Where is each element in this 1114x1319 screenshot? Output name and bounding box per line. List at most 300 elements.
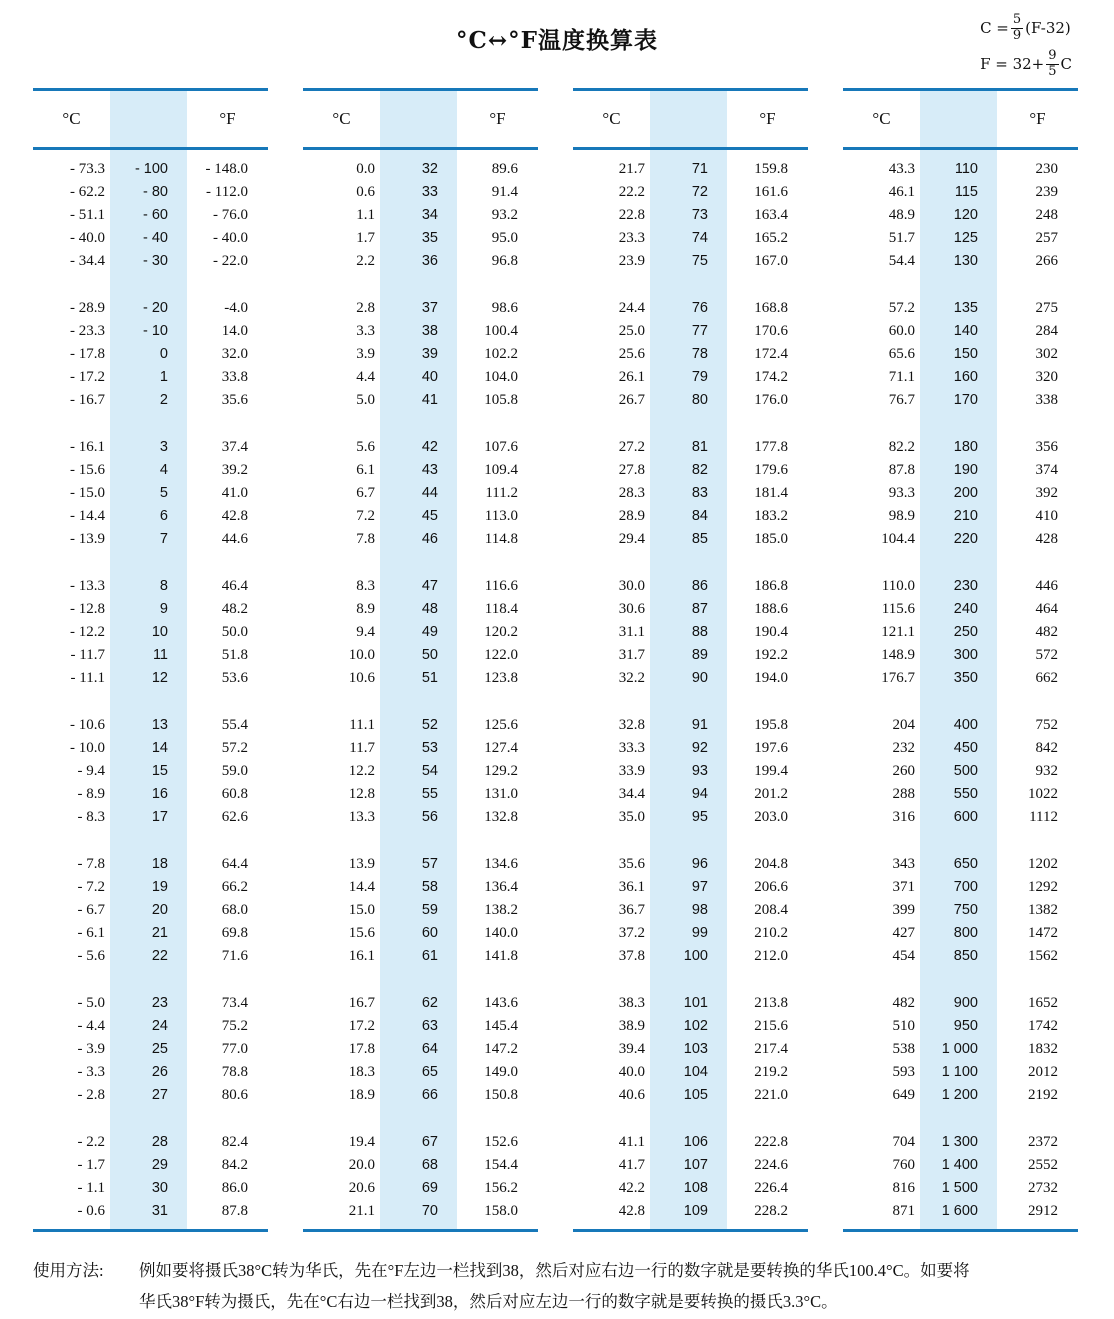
- base-value-cell: 1 600: [941, 1203, 978, 1219]
- celsius-cell: - 16.1: [70, 439, 105, 455]
- table-row: [843, 899, 1078, 922]
- fraction-numerator: 9: [1048, 48, 1057, 64]
- table-row: [33, 181, 268, 204]
- table-row: [303, 181, 538, 204]
- celsius-cell: 0.0: [356, 161, 375, 177]
- celsius-cell: 510: [892, 1018, 915, 1034]
- celsius-cell: - 3.3: [77, 1064, 105, 1080]
- celsius-cell: 29.4: [618, 531, 645, 547]
- fahrenheit-cell: 1022: [1028, 786, 1058, 802]
- table-row: [573, 459, 808, 482]
- celsius-cell: - 17.2: [70, 369, 105, 385]
- formula-lhs: F = 32+: [980, 55, 1045, 73]
- base-value-cell: 78: [691, 346, 708, 362]
- fahrenheit-cell: 1832: [1028, 1041, 1058, 1057]
- table-row: [303, 922, 538, 945]
- table-row: [843, 482, 1078, 505]
- table-row: [303, 1131, 538, 1154]
- fahrenheit-cell: 213.8: [754, 995, 788, 1011]
- base-value-cell: 103: [683, 1041, 708, 1057]
- formula-f-from-c: [980, 46, 1072, 82]
- table-group-1: [33, 88, 268, 1232]
- table-row: [33, 227, 268, 250]
- fahrenheit-cell: 174.2: [754, 369, 788, 385]
- fahrenheit-cell: 284: [1035, 323, 1058, 339]
- base-value-cell: - 60: [143, 207, 168, 223]
- fahrenheit-cell: 1562: [1028, 948, 1058, 964]
- celsius-cell: 16.7: [348, 995, 375, 1011]
- celsius-cell: 28.9: [618, 508, 645, 524]
- base-value-cell: 8: [159, 578, 168, 594]
- celsius-cell: 19.4: [348, 1134, 375, 1150]
- fahrenheit-cell: 145.4: [484, 1018, 518, 1034]
- celsius-cell: - 73.3: [70, 161, 105, 177]
- base-value-cell: 55: [421, 786, 438, 802]
- celsius-cell: 22.2: [618, 184, 645, 200]
- group-rows: [33, 150, 268, 1229]
- base-value-cell: 65: [421, 1064, 438, 1080]
- fahrenheit-cell: 181.4: [754, 485, 788, 501]
- fahrenheit-cell: 257: [1035, 230, 1058, 246]
- base-value-cell: 43: [421, 462, 438, 478]
- celsius-cell: - 1.7: [77, 1157, 105, 1173]
- group-header: [573, 91, 808, 147]
- fahrenheit-cell: 77.0: [221, 1041, 248, 1057]
- celsius-cell: 5.0: [356, 392, 375, 408]
- base-value-cell: 9: [159, 601, 168, 617]
- fahrenheit-cell: 100.4: [484, 323, 518, 339]
- fahrenheit-cell: 1112: [1029, 809, 1058, 825]
- fahrenheit-cell: 116.6: [484, 578, 518, 594]
- fahrenheit-cell: 1652: [1028, 995, 1058, 1011]
- celsius-cell: 60.0: [888, 323, 915, 339]
- fahrenheit-cell: 152.6: [484, 1134, 518, 1150]
- celsius-cell: 6.1: [356, 462, 375, 478]
- fahrenheit-cell: 374: [1035, 462, 1058, 478]
- celsius-cell: 104.4: [881, 531, 915, 547]
- celsius-cell: 288: [892, 786, 915, 802]
- fahrenheit-cell: 35.6: [221, 392, 248, 408]
- table-row: [33, 505, 268, 528]
- table-row: [303, 1154, 538, 1177]
- table-group-3: [573, 88, 808, 1232]
- base-value-cell: 106: [683, 1134, 708, 1150]
- row-block: [33, 853, 268, 968]
- celsius-cell: 399: [892, 902, 915, 918]
- fahrenheit-cell: 932: [1035, 763, 1058, 779]
- celsius-cell: 36.7: [618, 902, 645, 918]
- celsius-cell: 57.2: [888, 300, 915, 316]
- table-row: [843, 1061, 1078, 1084]
- celsius-cell: 13.3: [348, 809, 375, 825]
- base-value-cell: 80: [691, 392, 708, 408]
- group-rows: [843, 150, 1078, 1229]
- fahrenheit-cell: 118.4: [484, 601, 518, 617]
- base-value-cell: 69: [421, 1180, 438, 1196]
- celsius-cell: 760: [892, 1157, 915, 1173]
- table-row: [573, 1200, 808, 1223]
- base-value-cell: - 100: [134, 161, 168, 177]
- row-block: [843, 714, 1078, 829]
- table-row: [573, 1154, 808, 1177]
- base-value-cell: 84: [691, 508, 708, 524]
- group-header: [843, 91, 1078, 147]
- celsius-cell: 2.8: [356, 300, 375, 316]
- table-row: [843, 505, 1078, 528]
- usage-note: [0, 1255, 1114, 1317]
- celsius-cell: 18.3: [348, 1064, 375, 1080]
- table-row: [573, 297, 808, 320]
- fahrenheit-cell: 122.0: [484, 647, 518, 663]
- fahrenheit-cell: 42.8: [221, 508, 248, 524]
- base-value-cell: 30: [151, 1180, 168, 1196]
- base-value-cell: 4: [159, 462, 168, 478]
- table-row: [843, 436, 1078, 459]
- base-value-cell: 48: [421, 601, 438, 617]
- row-block: [33, 436, 268, 551]
- row-block: [303, 297, 538, 412]
- table-row: [843, 945, 1078, 968]
- fahrenheit-cell: 302: [1035, 346, 1058, 362]
- fahrenheit-cell: -4.0: [224, 300, 248, 316]
- base-value-cell: 109: [683, 1203, 708, 1219]
- base-value-cell: 102: [683, 1018, 708, 1034]
- fahrenheit-cell: 127.4: [484, 740, 518, 756]
- base-value-cell: 1 500: [941, 1180, 978, 1196]
- celsius-cell: 649: [892, 1087, 915, 1103]
- table-row: [33, 760, 268, 783]
- table-row: [573, 945, 808, 968]
- fahrenheit-cell: 219.2: [754, 1064, 788, 1080]
- celsius-cell: - 8.9: [77, 786, 105, 802]
- table-row: [843, 320, 1078, 343]
- table-row: [843, 783, 1078, 806]
- base-value-cell: 900: [953, 995, 978, 1011]
- celsius-cell: 98.9: [888, 508, 915, 524]
- fahrenheit-cell: 224.6: [754, 1157, 788, 1173]
- page-title: °C↔°F温度换算表: [456, 27, 658, 54]
- fahrenheit-cell: 320: [1035, 369, 1058, 385]
- celsius-cell: 33.9: [618, 763, 645, 779]
- fahrenheit-cell: 356: [1035, 439, 1058, 455]
- row-block: [303, 1131, 538, 1223]
- celsius-cell: 8.3: [356, 578, 375, 594]
- fahrenheit-header: °F: [1029, 109, 1046, 128]
- base-value-cell: - 80: [143, 184, 168, 200]
- table-row: [843, 644, 1078, 667]
- celsius-cell: 37.8: [618, 948, 645, 964]
- table-row: [303, 1084, 538, 1107]
- base-value-cell: - 20: [143, 300, 168, 316]
- fahrenheit-cell: 158.0: [484, 1203, 518, 1219]
- fahrenheit-cell: 140.0: [484, 925, 518, 941]
- celsius-cell: 46.1: [888, 184, 915, 200]
- celsius-cell: 28.3: [618, 485, 645, 501]
- fahrenheit-cell: 80.6: [221, 1087, 248, 1103]
- fahrenheit-cell: 185.0: [754, 531, 788, 547]
- fahrenheit-cell: 177.8: [754, 439, 788, 455]
- celsius-cell: - 9.4: [77, 763, 105, 779]
- base-value-cell: 79: [691, 369, 708, 385]
- table-row: [303, 992, 538, 1015]
- fahrenheit-cell: - 22.0: [213, 253, 248, 269]
- base-value-cell: 47: [421, 578, 438, 594]
- table-row: [303, 343, 538, 366]
- base-value-cell: 76: [691, 300, 708, 316]
- table-row: [33, 853, 268, 876]
- table-row: [303, 320, 538, 343]
- celsius-cell: - 12.8: [70, 601, 105, 617]
- celsius-cell: 204: [892, 717, 915, 733]
- fahrenheit-cell: 37.4: [221, 439, 248, 455]
- bottom-rule: [33, 1229, 268, 1232]
- table-row: [303, 459, 538, 482]
- table-row: [303, 366, 538, 389]
- fahrenheit-cell: 194.0: [754, 670, 788, 686]
- table-row: [843, 876, 1078, 899]
- table-row: [33, 528, 268, 551]
- fahrenheit-cell: 78.8: [221, 1064, 248, 1080]
- celsius-cell: - 6.7: [77, 902, 105, 918]
- base-value-cell: 1 400: [941, 1157, 978, 1173]
- fahrenheit-cell: 68.0: [221, 902, 248, 918]
- table-row: [573, 853, 808, 876]
- base-value-cell: 49: [421, 624, 438, 640]
- base-value-cell: 73: [691, 207, 708, 223]
- row-block: [843, 575, 1078, 690]
- celsius-cell: 316: [892, 809, 915, 825]
- fahrenheit-cell: 1472: [1028, 925, 1058, 941]
- fahrenheit-cell: 192.2: [754, 647, 788, 663]
- fahrenheit-cell: 105.8: [484, 392, 518, 408]
- fahrenheit-cell: 2732: [1028, 1180, 1058, 1196]
- base-value-cell: 81: [691, 439, 708, 455]
- base-value-cell: 59: [421, 902, 438, 918]
- table-row: [33, 297, 268, 320]
- table-row: [843, 621, 1078, 644]
- usage-text: [139, 1255, 1084, 1317]
- fahrenheit-cell: 53.6: [221, 670, 248, 686]
- celsius-cell: 232: [892, 740, 915, 756]
- row-block: [843, 436, 1078, 551]
- table-row: [33, 992, 268, 1015]
- fahrenheit-cell: 93.2: [491, 207, 518, 223]
- base-value-cell: 500: [953, 763, 978, 779]
- celsius-cell: 33.3: [618, 740, 645, 756]
- celsius-cell: 35.0: [618, 809, 645, 825]
- table-row: [573, 644, 808, 667]
- celsius-cell: - 6.1: [77, 925, 105, 941]
- table-row: [33, 737, 268, 760]
- fahrenheit-cell: 2012: [1028, 1064, 1058, 1080]
- base-value-cell: 190: [953, 462, 978, 478]
- table-row: [573, 366, 808, 389]
- base-value-cell: 29: [151, 1157, 168, 1173]
- table-row: [33, 1154, 268, 1177]
- table-row: [303, 899, 538, 922]
- celsius-cell: 343: [892, 856, 915, 872]
- celsius-cell: - 23.3: [70, 323, 105, 339]
- base-value-cell: 107: [683, 1157, 708, 1173]
- celsius-cell: 2.2: [356, 253, 375, 269]
- table-row: [33, 389, 268, 412]
- table-row: [33, 1084, 268, 1107]
- row-block: [303, 575, 538, 690]
- table-row: [33, 436, 268, 459]
- fahrenheit-cell: 129.2: [484, 763, 518, 779]
- celsius-cell: 538: [892, 1041, 915, 1057]
- celsius-cell: - 17.8: [70, 346, 105, 362]
- table-row: [33, 806, 268, 829]
- fahrenheit-cell: 275: [1035, 300, 1058, 316]
- fahrenheit-cell: 73.4: [221, 995, 248, 1011]
- base-value-cell: 550: [953, 786, 978, 802]
- fahrenheit-cell: 222.8: [754, 1134, 788, 1150]
- table-row: [843, 1131, 1078, 1154]
- fahrenheit-cell: 212.0: [754, 948, 788, 964]
- table-row: [303, 1177, 538, 1200]
- celsius-cell: - 4.4: [77, 1018, 105, 1034]
- base-value-cell: 130: [953, 253, 978, 269]
- base-value-cell: 300: [953, 647, 978, 663]
- base-value-cell: 220: [953, 531, 978, 547]
- row-block: [573, 575, 808, 690]
- base-value-cell: 108: [683, 1180, 708, 1196]
- base-value-cell: 105: [683, 1087, 708, 1103]
- table-row: [573, 204, 808, 227]
- base-value-cell: 11: [152, 647, 168, 663]
- table-row: [573, 1061, 808, 1084]
- fahrenheit-cell: - 148.0: [205, 161, 248, 177]
- base-value-cell: 89: [691, 647, 708, 663]
- fraction-denominator: 9: [1012, 27, 1022, 43]
- base-value-cell: 5: [159, 485, 168, 501]
- celsius-cell: 23.3: [618, 230, 645, 246]
- base-value-cell: 240: [953, 601, 978, 617]
- fraction: [1046, 49, 1058, 79]
- table-row: [33, 783, 268, 806]
- base-value-cell: 950: [953, 1018, 978, 1034]
- fahrenheit-cell: 203.0: [754, 809, 788, 825]
- base-value-cell: 135: [953, 300, 978, 316]
- celsius-cell: - 7.2: [77, 879, 105, 895]
- row-block: [573, 714, 808, 829]
- celsius-cell: 34.4: [618, 786, 645, 802]
- celsius-cell: 30.6: [618, 601, 645, 617]
- row-block: [573, 992, 808, 1107]
- celsius-cell: 87.8: [888, 462, 915, 478]
- fahrenheit-cell: 428: [1035, 531, 1058, 547]
- table-row: [303, 297, 538, 320]
- table-row: [573, 783, 808, 806]
- fahrenheit-cell: 138.2: [484, 902, 518, 918]
- base-value-cell: 56: [421, 809, 438, 825]
- base-value-cell: 70: [421, 1203, 438, 1219]
- table-row: [573, 899, 808, 922]
- fahrenheit-cell: 33.8: [221, 369, 248, 385]
- celsius-cell: 8.9: [356, 601, 375, 617]
- fraction: [1011, 13, 1023, 43]
- base-value-cell: 400: [953, 717, 978, 733]
- base-value-cell: - 30: [143, 253, 168, 269]
- formula-rhs: C: [1060, 55, 1072, 73]
- table-row: [843, 1154, 1078, 1177]
- base-value-cell: 250: [953, 624, 978, 640]
- fahrenheit-cell: 156.2: [484, 1180, 518, 1196]
- base-value-cell: - 10: [143, 323, 168, 339]
- table-row: [843, 1038, 1078, 1061]
- base-value-cell: 86: [691, 578, 708, 594]
- fahrenheit-cell: 186.8: [754, 578, 788, 594]
- fahrenheit-cell: 2552: [1028, 1157, 1058, 1173]
- celsius-cell: 27.8: [618, 462, 645, 478]
- celsius-cell: 38.3: [618, 995, 645, 1011]
- fahrenheit-cell: 104.0: [484, 369, 518, 385]
- celsius-header: °C: [62, 109, 81, 128]
- table-row: [303, 505, 538, 528]
- base-value-cell: 63: [421, 1018, 438, 1034]
- table-group-2: [303, 88, 538, 1232]
- base-value-cell: 700: [953, 879, 978, 895]
- base-value-cell: 37: [421, 300, 438, 316]
- celsius-cell: - 62.2: [70, 184, 105, 200]
- base-value-cell: 17: [151, 809, 168, 825]
- celsius-cell: 40.6: [618, 1087, 645, 1103]
- group-header: [33, 91, 268, 147]
- celsius-cell: 82.2: [888, 439, 915, 455]
- table-row: [33, 899, 268, 922]
- table-row: [573, 876, 808, 899]
- celsius-header: °C: [872, 109, 891, 128]
- celsius-cell: 71.1: [888, 369, 915, 385]
- fahrenheit-cell: 572: [1035, 647, 1058, 663]
- base-value-cell: 16: [151, 786, 168, 802]
- base-value-cell: 28: [151, 1134, 168, 1150]
- table-row: [843, 389, 1078, 412]
- table-row: [303, 760, 538, 783]
- fahrenheit-cell: 172.4: [754, 346, 788, 362]
- celsius-cell: 26.7: [618, 392, 645, 408]
- table-row: [33, 343, 268, 366]
- bottom-rule: [573, 1229, 808, 1232]
- base-value-cell: 68: [421, 1157, 438, 1173]
- celsius-cell: 42.2: [618, 1180, 645, 1196]
- fahrenheit-cell: 197.6: [754, 740, 788, 756]
- fahrenheit-cell: 204.8: [754, 856, 788, 872]
- table-row: [33, 876, 268, 899]
- base-value-cell: 87: [691, 601, 708, 617]
- celsius-cell: 13.9: [348, 856, 375, 872]
- group-header: [303, 91, 538, 147]
- base-value-cell: 92: [691, 740, 708, 756]
- base-value-cell: 22: [151, 948, 168, 964]
- celsius-cell: - 10.0: [70, 740, 105, 756]
- row-block: [303, 714, 538, 829]
- celsius-cell: 43.3: [888, 161, 915, 177]
- row-block: [303, 992, 538, 1107]
- base-value-cell: 46: [421, 531, 438, 547]
- fahrenheit-cell: 161.6: [754, 184, 788, 200]
- fahrenheit-cell: 338: [1035, 392, 1058, 408]
- base-value-cell: 96: [691, 856, 708, 872]
- celsius-cell: 42.8: [618, 1203, 645, 1219]
- table-row: [303, 204, 538, 227]
- base-value-cell: 7: [159, 531, 168, 547]
- fahrenheit-cell: 165.2: [754, 230, 788, 246]
- celsius-cell: 482: [892, 995, 915, 1011]
- celsius-cell: 25.0: [618, 323, 645, 339]
- base-value-cell: 650: [953, 856, 978, 872]
